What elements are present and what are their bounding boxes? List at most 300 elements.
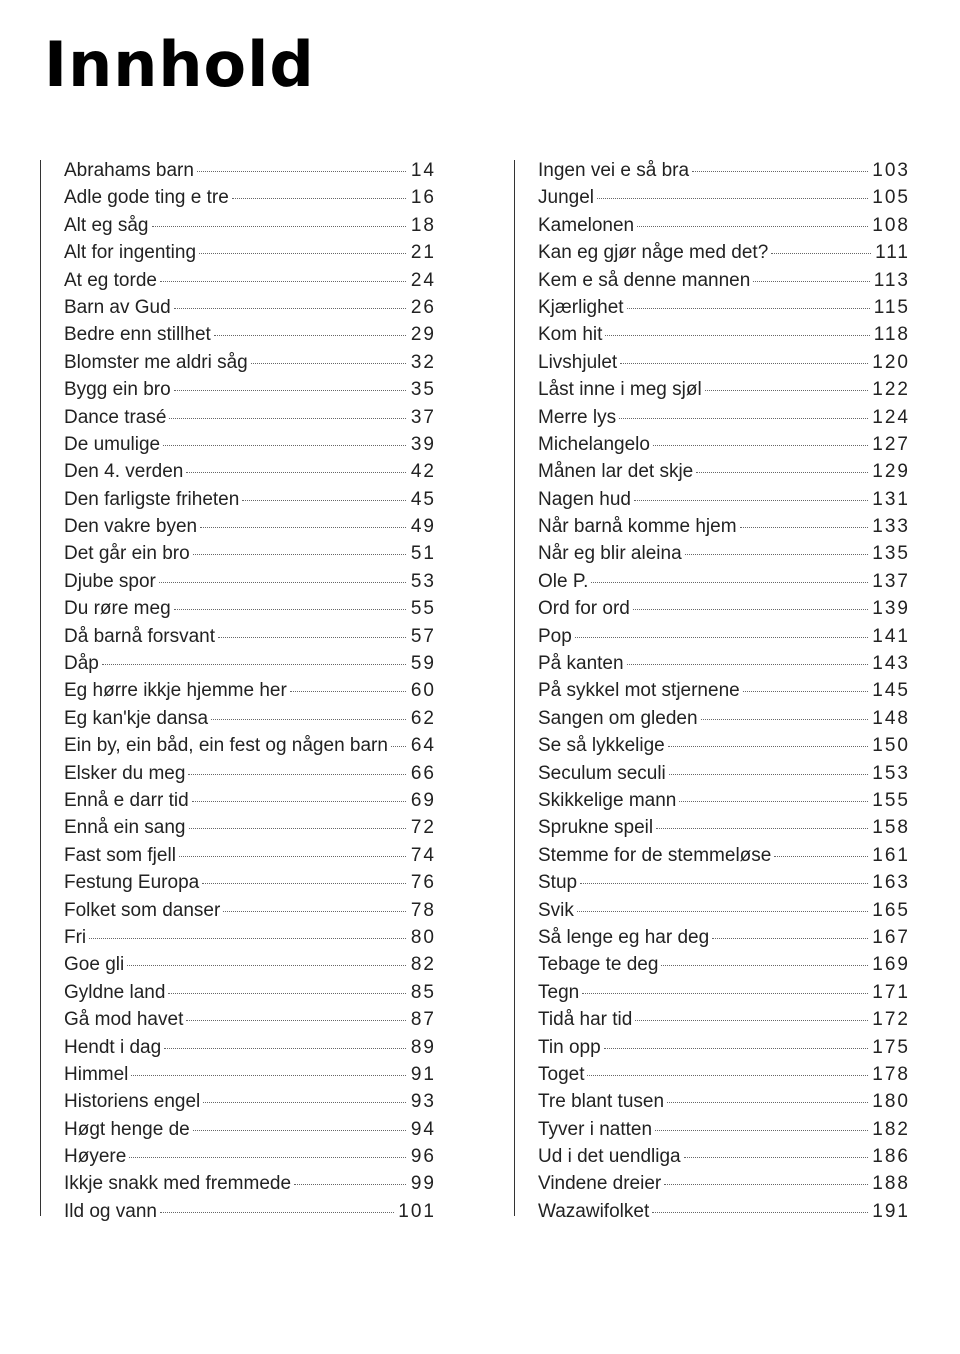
dot-leader [668,746,869,747]
toc-entry [538,352,910,379]
toc-entry-page: 186 [872,1146,910,1168]
toc-entry-page: 39 [410,433,436,455]
toc-entry-page: 72 [410,817,436,839]
toc-entry-page: 139 [872,598,910,620]
toc-entry [538,1146,910,1173]
toc-entry-page: 129 [872,461,910,483]
toc-entry-title: Svik [538,899,574,921]
toc-entry [64,900,436,927]
toc-entry-page: 59 [410,653,436,675]
toc-entry [64,927,436,954]
column-rule-left [40,160,41,1216]
dot-leader [604,1048,869,1049]
toc-entry-page: 105 [872,187,910,209]
toc-entry-title: Seculum seculi [538,762,666,784]
toc-entry-title: Høgt henge de [64,1118,190,1140]
toc-entry-page: 131 [872,488,910,510]
toc-entry-page: 145 [872,680,910,702]
dot-leader [232,198,406,199]
toc-entry-page: 32 [410,351,436,373]
toc-column-left [40,160,436,1228]
toc-entry-page: 26 [410,296,436,318]
toc-entry [64,571,436,598]
toc-entry-title: Nagen hud [538,488,631,510]
toc-entry-title: Himmel [64,1063,129,1085]
toc-entry-title: Tegn [538,981,580,1003]
dot-leader [89,938,406,939]
dot-leader [627,308,870,309]
toc-list-left [40,160,436,1228]
toc-entry [538,215,910,242]
toc-entry [64,763,436,790]
dot-leader [188,774,406,775]
toc-entry [64,543,436,570]
toc-entry [64,297,436,324]
dot-leader [712,938,868,939]
toc-entry-title: Merre lys [538,406,617,428]
toc-entry-page: 118 [873,324,910,346]
toc-entry-title: Wazawifolket [538,1200,650,1222]
dot-leader [619,418,868,419]
toc-entry-title: Toget [538,1063,585,1085]
toc-entry [64,1009,436,1036]
toc-entry-title: På kanten [538,653,624,675]
dot-leader [223,911,406,912]
dot-leader [391,746,406,747]
dot-leader [753,281,869,282]
toc-entry-page: 80 [410,926,436,948]
toc-entry [538,735,910,762]
toc-entry [538,434,910,461]
toc-entry-title: Fast som fjell [64,844,176,866]
toc-entry [538,1091,910,1118]
toc-entry-page: 124 [872,406,910,428]
toc-entry [538,297,910,324]
toc-entry-title: Sangen om gleden [538,707,698,729]
toc-entry-page: 85 [410,981,436,1003]
toc-entry [538,817,910,844]
toc-entry-page: 113 [873,269,910,291]
toc-entry [64,790,436,817]
toc-entry [538,324,910,351]
dot-leader [587,1075,868,1076]
dot-leader [174,390,406,391]
toc-entry-page: 161 [872,844,910,866]
dot-leader [633,609,868,610]
toc-entry [538,680,910,707]
toc-entry-title: Elsker du meg [64,762,186,784]
toc-entry-title: Tin opp [538,1036,601,1058]
toc-entry-page: 108 [872,214,910,236]
toc-entry-page: 93 [410,1091,436,1113]
toc-entry-page: 16 [410,187,436,209]
toc-entry [538,598,910,625]
dot-leader [580,883,868,884]
toc-entry-page: 175 [872,1036,910,1058]
toc-entry-title: Den vakre byen [64,516,198,538]
dot-leader [251,363,406,364]
toc-entry-page: 45 [410,488,436,510]
dot-leader [131,1075,406,1076]
toc-entry-page: 153 [872,762,910,784]
toc-entry [538,1173,910,1200]
toc-entry [538,982,910,1009]
toc-entry-page: 21 [410,242,436,264]
dot-leader [597,198,868,199]
dot-leader [168,993,406,994]
toc-entry-page: 143 [872,653,910,675]
toc-entry-title: Ennå e darr tid [64,789,189,811]
toc-entry [64,187,436,214]
toc-entry-title: Adle gode ting e tre [64,187,229,209]
toc-entry [538,543,910,570]
dot-leader [160,281,406,282]
toc-entry [538,461,910,488]
dot-leader [189,828,407,829]
toc-entry [538,379,910,406]
toc-entry-page: 29 [410,324,436,346]
dot-leader [159,582,406,583]
toc-entry-page: 42 [410,461,436,483]
toc-entry-page: 148 [872,707,910,729]
toc-entry-page: 133 [872,516,910,538]
toc-entry-page: 66 [410,762,436,784]
toc-entry-page: 24 [410,269,436,291]
toc-entry-page: 137 [872,570,910,592]
toc-entry-title: Ord for ord [538,598,630,620]
dot-leader [653,445,868,446]
dot-leader [637,226,868,227]
toc-entry [538,626,910,653]
toc-entry-page: 172 [872,1009,910,1031]
toc-entry-title: Då barnå forsvant [64,625,216,647]
toc-entry [538,1064,910,1091]
dot-leader [174,609,406,610]
toc-entry-title: Se så lykkelige [538,735,665,757]
toc-entry [64,845,436,872]
toc-entry [538,1201,910,1228]
toc-list-right [514,160,910,1228]
dot-leader [627,664,869,665]
toc-entry-page: 60 [410,680,436,702]
toc-entry [64,489,436,516]
toc-entry-title: Tyver i natten [538,1118,653,1140]
toc-entry [64,1091,436,1118]
toc-entry-title: Kamelonen [538,214,635,236]
toc-entry [64,242,436,269]
toc-entry-page: 62 [410,707,436,729]
toc-entry-title: Eg hørre ikkje hjemme her [64,680,287,702]
toc-entry-title: At eg torde [64,269,157,291]
toc-entry-title: Historiens engel [64,1091,201,1113]
toc-entry [64,680,436,707]
toc-entry-title: Dåp [64,653,99,675]
toc-entry [64,379,436,406]
dot-leader [242,500,406,501]
toc-entry [64,1064,436,1091]
toc-entry-page: 57 [410,625,436,647]
toc-entry-title: Ingen vei e så bra [538,160,690,181]
toc-entry-title: Ole P. [538,570,589,592]
toc-entry [64,1119,436,1146]
dot-leader [655,1130,868,1131]
dot-leader [214,335,406,336]
toc-entry-title: Ennå ein sang [64,817,186,839]
toc-entry [64,270,436,297]
toc-entry [538,1037,910,1064]
dot-leader [705,390,869,391]
toc-entry-title: På sykkel mot stjernene [538,680,740,702]
toc-entry-title: Stup [538,872,578,894]
toc-entry-page: 53 [410,570,436,592]
dot-leader [160,1212,394,1213]
toc-entry-title: Blomster me aldri såg [64,351,248,373]
toc-entry-page: 178 [872,1063,910,1085]
toc-entry [64,708,436,735]
toc-entry-title: Festung Europa [64,872,200,894]
dot-leader [582,993,868,994]
toc-entry-page: 91 [410,1063,436,1085]
toc-entry [538,242,910,269]
dot-leader [692,171,868,172]
dot-leader [605,335,869,336]
toc-entry [64,352,436,379]
toc-entry-page: 135 [872,543,910,565]
toc-entry [538,927,910,954]
toc-entry [538,1009,910,1036]
toc-entry-page: 14 [410,160,436,181]
toc-entry-title: Vindene dreier [538,1173,662,1195]
toc-entry-title: Det går ein bro [64,543,190,565]
toc-entry-title: De umulige [64,433,161,455]
toc-entry-title: Alt for ingenting [64,242,197,264]
dot-leader [193,554,406,555]
dot-leader [192,801,406,802]
toc-entry-title: Kem e så denne mannen [538,269,751,291]
toc-entry-page: 155 [872,789,910,811]
dot-leader [652,1212,868,1213]
toc-entry [64,653,436,680]
toc-entry-title: Abrahams barn [64,160,194,181]
toc-entry-page: 191 [872,1200,910,1222]
dot-leader [163,445,406,446]
toc-entry [64,598,436,625]
toc-entry-title: Ud i det uendliga [538,1146,681,1168]
toc-entry-page: 18 [410,214,436,236]
toc-entry-title: Dance trasé [64,406,167,428]
dot-leader [591,582,868,583]
toc-entry [64,461,436,488]
toc-entry [64,626,436,653]
toc-entry-page: 115 [873,296,910,318]
toc-entry-title: Når eg blir aleina [538,543,682,565]
dot-leader [179,856,406,857]
dot-leader [102,664,406,665]
dot-leader [696,472,868,473]
toc-entry-page: 69 [410,789,436,811]
toc-entry [64,817,436,844]
dot-leader [202,883,406,884]
page-title: Innhold [44,28,315,101]
toc-entry-title: Goe gli [64,954,125,976]
dot-leader [290,691,406,692]
toc-entry-title: Barn av Gud [64,296,171,318]
toc-entry-title: Hendt i dag [64,1036,162,1058]
toc-entry-page: 96 [410,1146,436,1168]
toc-entry-page: 74 [410,844,436,866]
toc-entry-page: 51 [410,543,436,565]
toc-entry-page: 49 [410,516,436,538]
toc-entry-title: Høyere [64,1146,127,1168]
dot-leader [197,171,406,172]
toc-entry-page: 150 [872,735,910,757]
dot-leader [164,1048,406,1049]
toc-entry-page: 165 [872,899,910,921]
dot-leader [743,691,869,692]
toc-entry-page: 120 [872,351,910,373]
toc-entry [538,653,910,680]
toc-entry-title: Tre blant tusen [538,1091,665,1113]
dot-leader [169,418,406,419]
dot-leader [199,253,406,254]
toc-entry [64,1037,436,1064]
dot-leader [218,637,406,638]
dot-leader [577,911,868,912]
toc-entry-title: Tidå har tid [538,1009,633,1031]
toc-entry-page: 122 [872,379,910,401]
toc-entry-page: 167 [872,926,910,948]
toc-entry-title: Skikkelige mann [538,789,677,811]
toc-entry [64,954,436,981]
toc-entry-title: Alt eg såg [64,214,149,236]
toc-column-right [514,160,910,1228]
toc-entry-title: Når barnå komme hjem [538,516,737,538]
toc-entry [64,407,436,434]
dot-leader [664,1184,868,1185]
dot-leader [129,1157,406,1158]
toc-entry-page: 127 [872,433,910,455]
toc-entry [538,516,910,543]
toc-entry [64,1173,436,1200]
toc-entry-page: 101 [398,1200,436,1222]
toc-entry [538,489,910,516]
toc-entry-page: 89 [410,1036,436,1058]
toc-entry-title: Den 4. verden [64,461,184,483]
toc-entry-title: Bygg ein bro [64,379,171,401]
dot-leader [740,527,869,528]
toc-entry-title: Eg kan'kje dansa [64,707,209,729]
toc-entry [538,571,910,598]
toc-entry-page: 37 [410,406,436,428]
dot-leader [635,1020,868,1021]
toc-entry-title: Pop [538,625,572,647]
toc-entry-title: Kjærlighet [538,296,624,318]
toc-entry-title: Folket som danser [64,899,221,921]
toc-entry [538,790,910,817]
toc-entry [64,872,436,899]
toc-entry [538,160,910,187]
toc-entry-title: Ild og vann [64,1200,157,1222]
column-rule-right [514,160,515,1216]
toc-entry [538,763,910,790]
dot-leader [211,719,406,720]
toc-entry-page: 158 [872,817,910,839]
toc-entry-page: 171 [872,981,910,1003]
toc-entry-page: 87 [410,1009,436,1031]
toc-entry-page: 55 [410,598,436,620]
toc-entry-title: Ein by, ein båd, ein fest og någen barn [64,735,388,757]
toc-entry [538,187,910,214]
toc-entry-page: 94 [410,1118,436,1140]
toc-entry-page: 169 [872,954,910,976]
toc-entry-title: Kom hit [538,324,603,346]
toc-entry-title: Fri [64,926,87,948]
toc-entry [64,434,436,461]
dot-leader [152,226,407,227]
toc-entry-title: Gå mod havet [64,1009,184,1031]
toc-entry-page: 163 [872,872,910,894]
toc-entry-title: Ikkje snakk med fremmede [64,1173,292,1195]
dot-leader [701,719,869,720]
toc-entry-page: 99 [410,1173,436,1195]
toc-entry-title: Michelangelo [538,433,650,455]
toc-entry [538,1119,910,1146]
toc-entry [64,516,436,543]
dot-leader [127,965,406,966]
dot-leader [684,1157,869,1158]
toc-entry-page: 180 [872,1091,910,1113]
toc-entry-title: Jungel [538,187,594,209]
dot-leader [771,253,871,254]
toc-entry [64,160,436,187]
toc-entry [64,1146,436,1173]
toc-entry [538,954,910,981]
toc-entry [64,1201,436,1228]
toc-entry-page: 182 [872,1118,910,1140]
dot-leader [679,801,868,802]
toc-entry-page: 64 [410,735,436,757]
toc-entry-title: Tebage te deg [538,954,659,976]
toc-entry-title: Så lenge eg har deg [538,926,710,948]
toc-entry-title: Månen lar det skje [538,461,694,483]
toc-entry [538,708,910,735]
dot-leader [634,500,868,501]
dot-leader [661,965,868,966]
toc-entry-page: 78 [410,899,436,921]
toc-entry [64,982,436,1009]
toc-entry-page: 188 [872,1173,910,1195]
dot-leader [193,1130,406,1131]
toc-entry-page: 82 [410,954,436,976]
toc-entry-page: 103 [872,160,910,181]
toc-entry-title: Den farligste friheten [64,488,240,510]
toc-entry-title: Livshjulet [538,351,618,373]
toc-entry-page: 141 [872,625,910,647]
toc-entry [538,900,910,927]
dot-leader [656,828,868,829]
dot-leader [186,472,406,473]
toc-entry [538,270,910,297]
dot-leader [294,1184,406,1185]
toc-entry-page: 76 [410,872,436,894]
toc-entry [538,872,910,899]
toc-entry-page: 111 [875,242,910,264]
dot-leader [667,1102,868,1103]
dot-leader [620,363,868,364]
toc-entry-title: Stemme for de stemmeløse [538,844,772,866]
toc-entry [64,215,436,242]
toc-entry-title: Sprukne speil [538,817,654,839]
